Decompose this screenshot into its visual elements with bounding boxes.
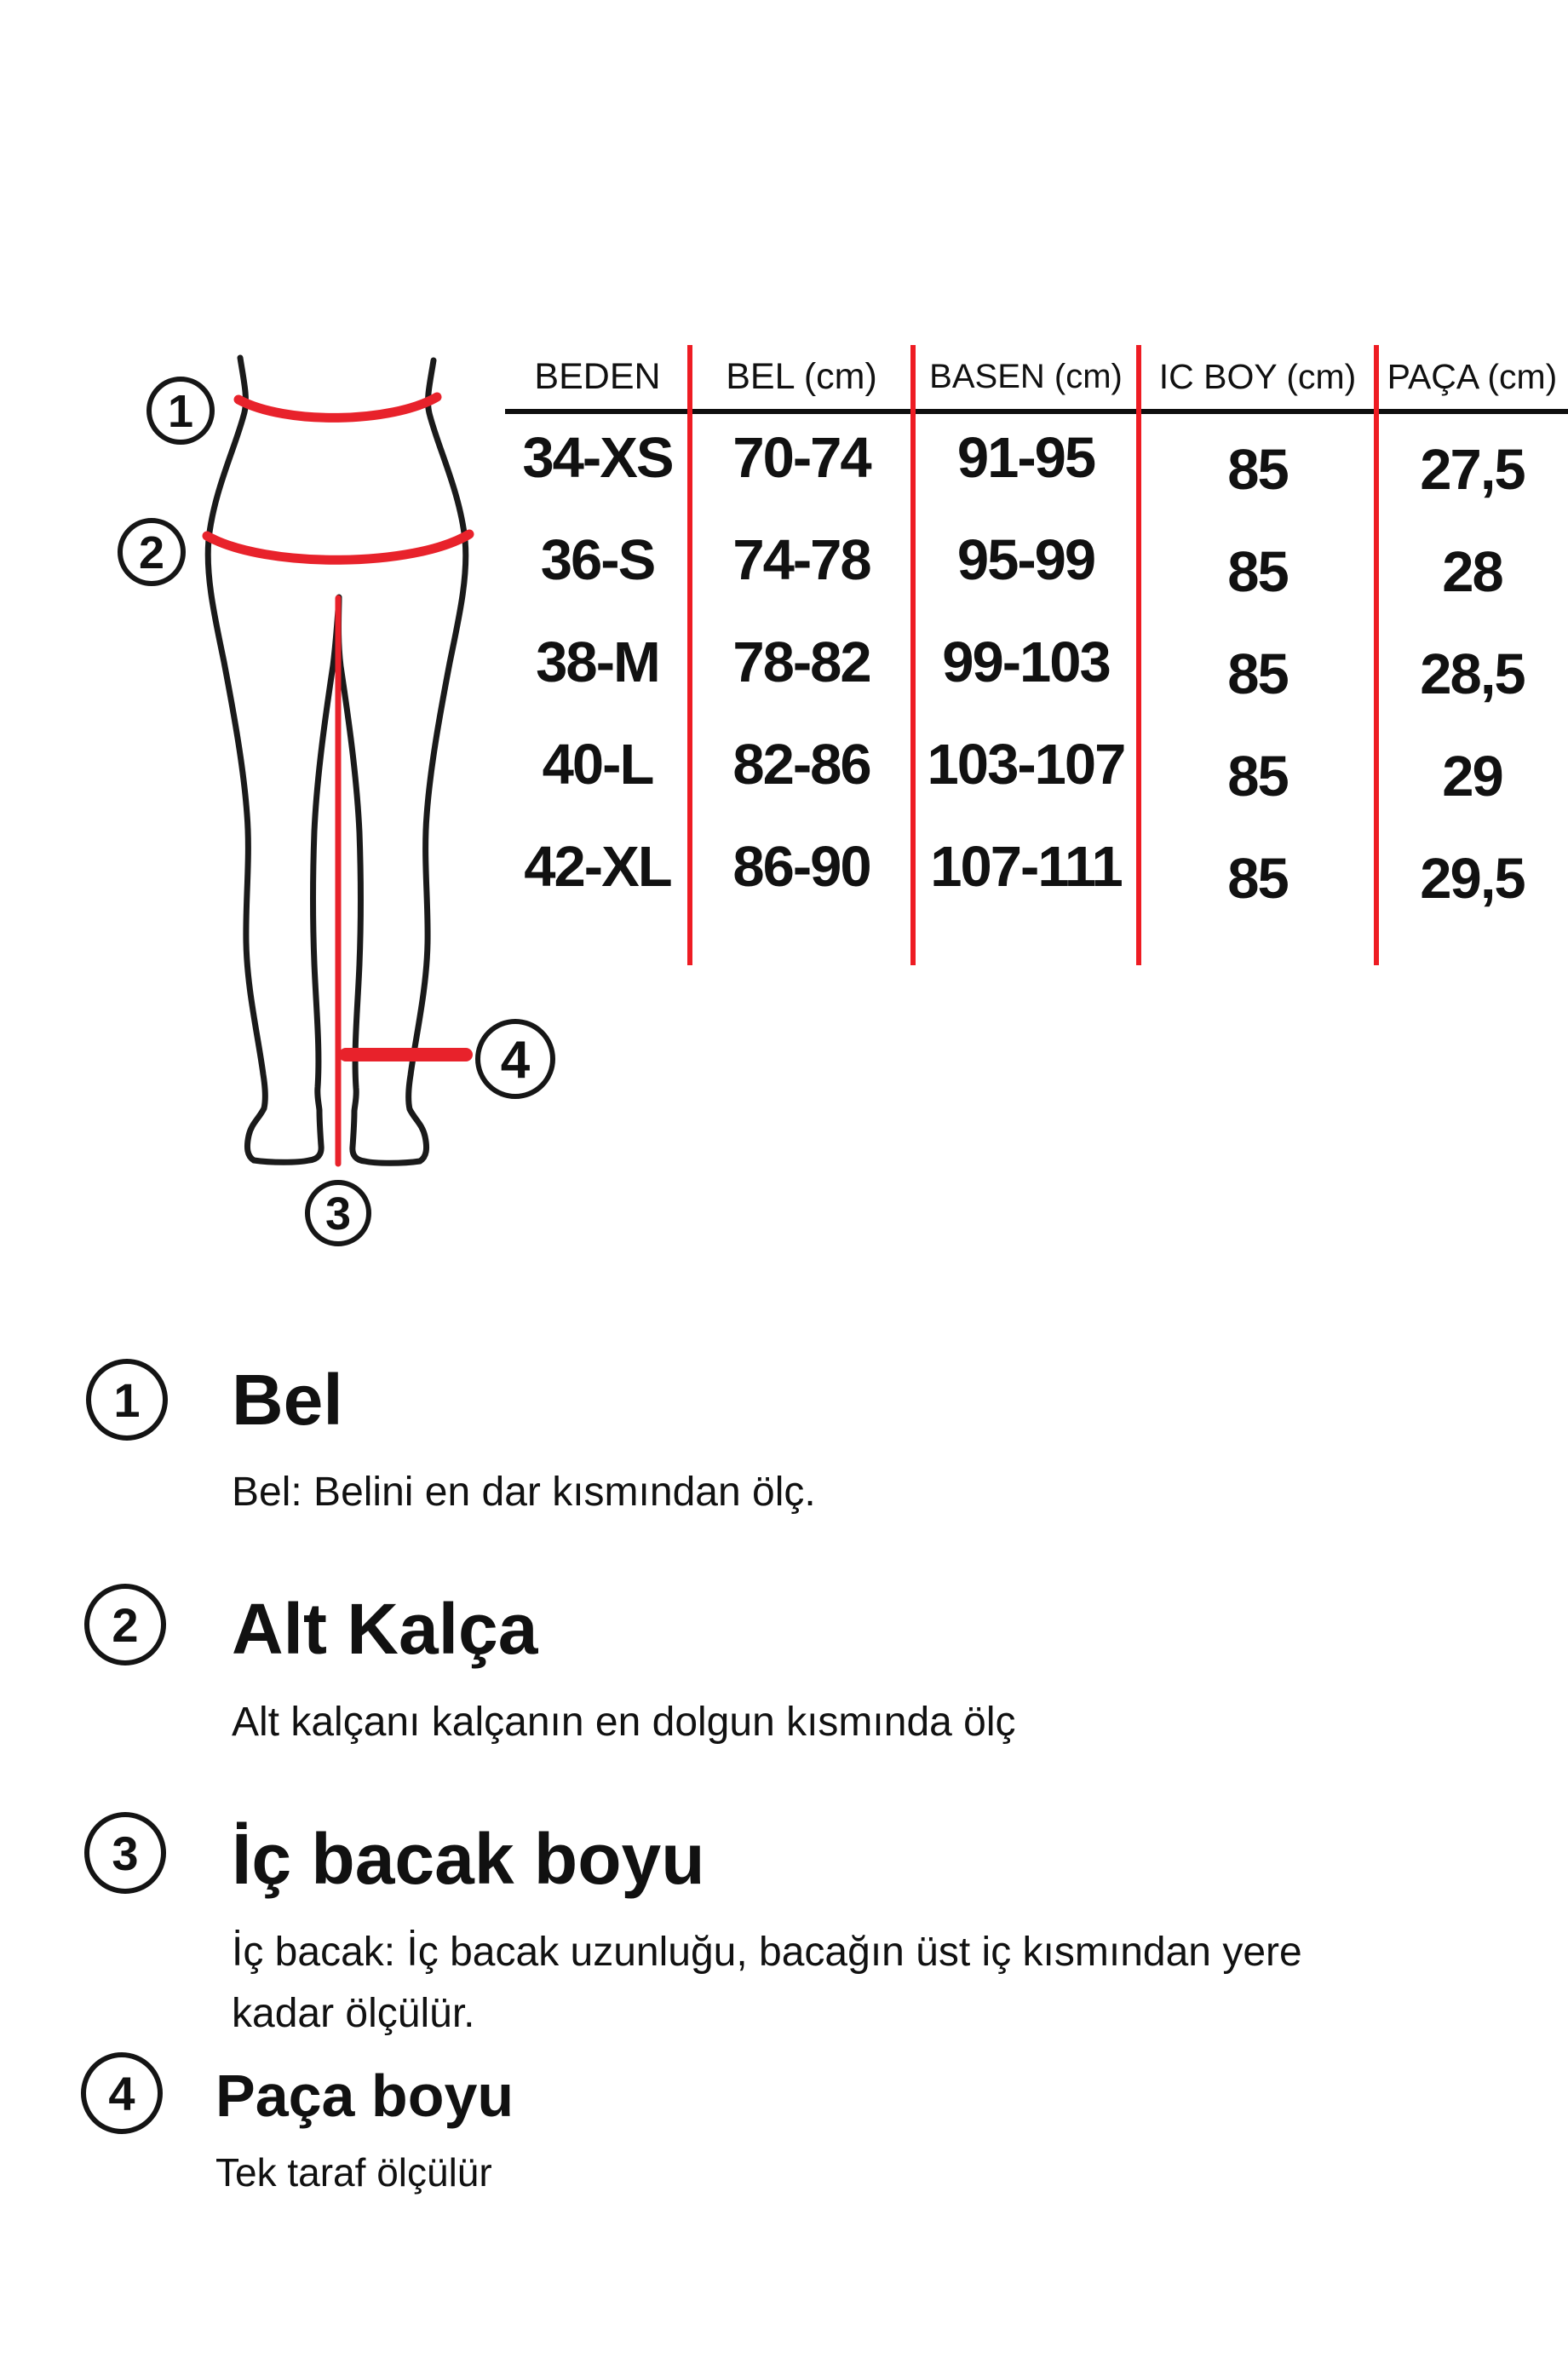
cell-size: 40-L: [542, 732, 653, 797]
section-2-title: Alt Kalça: [232, 1589, 538, 1669]
column-header-basen: BASEN (cm): [929, 358, 1123, 395]
section-3-description-line1: İç bacak: İç bacak uzunluğu, bacağın üst iç kısmından yere: [232, 1930, 1302, 1975]
marker-1-number: 1: [167, 386, 194, 437]
section-3-description-line2: kadar ölçülür.: [232, 1991, 475, 2036]
right-leg-outline: [339, 360, 466, 1163]
section-3-number-badge: [84, 1812, 166, 1894]
cell-size: 38-M: [536, 630, 659, 694]
cell-paca: 27,5: [1420, 437, 1525, 502]
section-2-number: 2: [112, 1597, 139, 1652]
cell-size: 36-S: [540, 527, 655, 592]
cell-icboy: 85: [1227, 539, 1288, 604]
section-3-title: İç bacak boyu: [232, 1819, 705, 1899]
size-table-body: [505, 406, 1568, 918]
cell-paca: 29: [1442, 744, 1502, 808]
cell-bel: 78-82: [732, 630, 870, 694]
column-header-paca: PAÇA (cm): [1387, 357, 1558, 396]
marker-2-number: 2: [138, 527, 165, 578]
cell-bel: 86-90: [732, 834, 870, 899]
cell-paca: 28,5: [1420, 641, 1525, 706]
cell-basen: 99-103: [942, 630, 1110, 694]
section-4-number: 4: [108, 2066, 135, 2120]
cell-basen: 107-111: [930, 834, 1122, 899]
left-leg-outline: [208, 358, 339, 1162]
cell-paca: 29,5: [1420, 846, 1525, 911]
cell-bel: 74-78: [732, 527, 870, 592]
cell-icboy: 85: [1227, 744, 1288, 808]
column-header-icboy: IC BOY (cm): [1158, 357, 1357, 396]
section-3-description: [232, 1922, 1302, 2045]
section-2-description: Alt kalçanı kalçanın en dolgun kısmında ölç: [232, 1700, 1016, 1745]
column-header-bel: BEL (cm): [726, 356, 877, 397]
marker-3-number: 3: [325, 1188, 352, 1240]
cell-basen: 103-107: [927, 732, 1125, 797]
column-header-beden: BEDEN: [534, 356, 661, 397]
cell-bel: 82-86: [732, 732, 870, 797]
cell-icboy: 85: [1227, 846, 1288, 911]
size-table-header: [505, 345, 1568, 409]
section-1-number: 1: [113, 1372, 141, 1427]
waist-measure-line: [238, 397, 437, 417]
marker-4-number: 4: [500, 1031, 531, 1090]
cell-icboy: 85: [1227, 437, 1288, 502]
section-3-number: 3: [112, 1826, 139, 1880]
cell-paca: 28: [1442, 539, 1502, 604]
section-4-description: Tek taraf ölçülür: [215, 2150, 492, 2195]
cell-size: 34-XS: [522, 425, 673, 490]
cell-basen: 95-99: [956, 527, 1095, 592]
cell-icboy: 85: [1227, 641, 1288, 706]
hip-measure-line: [207, 534, 469, 560]
section-2-number-badge: [84, 1584, 166, 1666]
cell-basen: 91-95: [956, 425, 1095, 490]
section-1-description: Bel: Belini en dar kısmından ölç.: [232, 1470, 816, 1515]
cell-size: 42-XL: [524, 834, 671, 899]
section-1-number-badge: [86, 1359, 168, 1441]
section-4-title: Paça boyu: [215, 2062, 514, 2129]
section-1-title: Bel: [232, 1360, 343, 1440]
section-4-number-badge: [81, 2052, 163, 2134]
cell-bel: 70-74: [732, 425, 870, 490]
